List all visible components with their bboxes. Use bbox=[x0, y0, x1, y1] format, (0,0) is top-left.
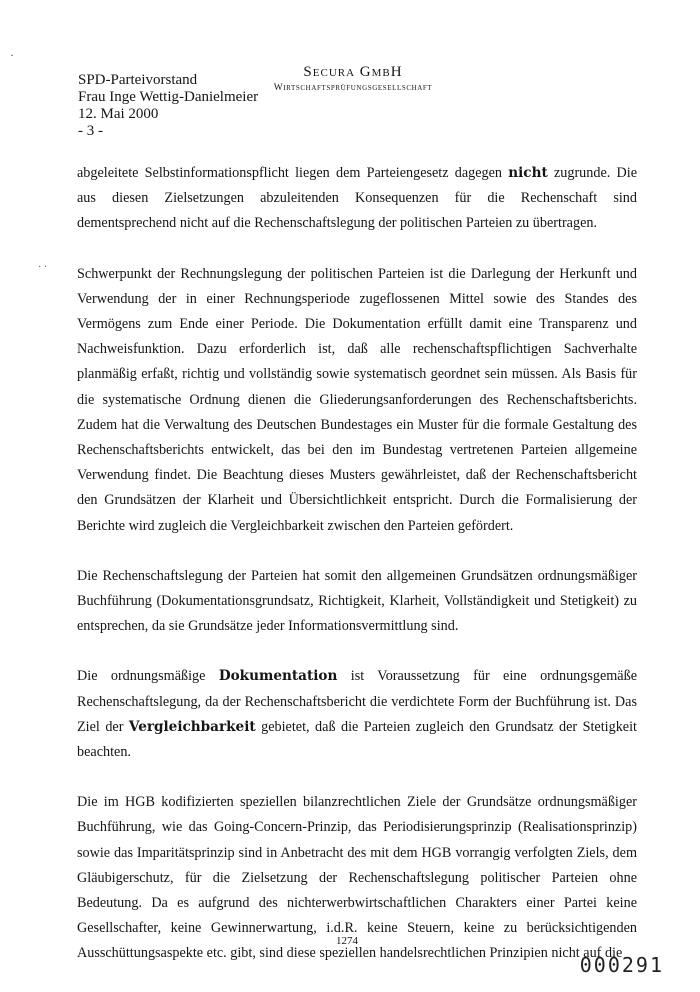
recipient-name: Frau Inge Wettig-Danielmeier bbox=[78, 89, 259, 105]
paragraph-1 bbox=[77, 161, 637, 237]
paragraph-4-emphasis-1: Dokumentation bbox=[218, 668, 338, 685]
paragraph-4-text-b: ist Voraussetzung für eine ordnungsgemäße Rechenschaftslegung, da der Rechenschaftsbericht die verdichtete Form der Buchführung ist. Das Ziel der bbox=[77, 668, 637, 735]
firm-subtitle: Wirtschaftsprüfungsgesellschaft bbox=[273, 83, 433, 93]
firm-name: Secura GmbH bbox=[303, 64, 403, 80]
paragraph-5: Die im HGB kodifizierten speziellen bilanzrechtlichen Ziele der Grundsätze ordnungsmäßiger Buchführung, wie das Going-Concern-Prinzip, das Periodisierungsprinzip (Realisationsprinzip) sowie das Imparitätsprinzip sind in Anbetracht des mit dem HGB vorrangig verfolgten Ziels, dem Gläubigerschutz, für die Zielsetzung der Rechenschaftslegung politischer Parteien ohne Bedeutung. Da es aufgrund des nichterwerbwirtschaftlichen Charakters einer Partei keine Gesellschafter, keine Gewinnerwartung, i.d.R. keine Steuern, keine zu berücksichtigenden Ausschüttungsaspekte etc. gibt, sind diese speziellen handelsrechtlichen Prinzipien nicht auf die bbox=[77, 794, 637, 962]
paragraph-4 bbox=[77, 664, 637, 765]
paragraph-4-text-a: Die ordnungsmäßige bbox=[77, 668, 219, 685]
page-label: - 3 - bbox=[78, 123, 103, 139]
paragraph-3: Die Rechenschaftslegung der Parteien hat somit den allgemeinen Grundsätzen ordnungsmäßiger Buchführung (Dokumentationsgrundsatz, Richtigkeit, Klarheit, Vollständigkeit und Stetigkeit) zu entsprechen, da sie Grundsätze jeder Informationsvermittlung sind. bbox=[77, 567, 637, 635]
letter-date: 12. Mai 2000 bbox=[78, 106, 159, 122]
paragraph-4-text-c: gebietet, daß die Parteien zugleich den Grundsatz der Stetigkeit beachten. bbox=[77, 718, 637, 761]
firm-letterhead bbox=[258, 64, 448, 93]
paragraph-2: Schwerpunkt der Rechnungslegung der politischen Parteien ist die Darlegung der Herkunft und Verwendung der in einer Rechnungsperiode zugeflossenen Mittel sowie des Standes des Vermögens zum Ende einer Periode. Die Dokumentation erfüllt damit eine Transparenz und Nachweisfunktion. Dazu erforderlich ist, daß alle rechenschaftspflichtigen Sachverhalte planmäßig erfaßt, richtig und vollständig sowie systematisch geordnet sein müssen. Als Basis für die systematische Ordnung dienen die Gliederungsanforderungen des Rechenschaftsberichts. Zudem hat die Verwaltung des Deutschen Bundestages ein Muster für die formale Gestaltung des Rechenschaftsberichts entwickelt, das bei den im Bundestag vertretenen Parteien allgemeine Verwendung findet. Die Beachtung dieses Musters gewährleistet, daß der Rechenschaftsbericht den Grundsätzen der Klarheit und Übersichtlichkeit entspricht. Durch die Formalisierung der Berichte wird zugleich die Vergleichbarkeit zwischen den Parteien gefördert. bbox=[77, 265, 637, 534]
paragraph-1-emphasis: nicht bbox=[508, 165, 548, 181]
recipient-org: SPD-Parteivorstand bbox=[78, 72, 198, 88]
document-stamp: 000291 bbox=[579, 953, 664, 977]
paragraph-1-text-a: abgeleitete Selbstinformationspflicht liegen dem Parteiengesetz dagegen bbox=[77, 165, 509, 181]
page-number: 1274 bbox=[336, 935, 358, 947]
margin-mark: · bbox=[10, 48, 14, 62]
paragraph-1-text-b: zugrunde. Die aus diesen Zielsetzungen abzuleitenden Konsequenzen für die Rechenschaft sind dementsprechend nicht auf die Rechenschaftslegung der politischen Parteien zu übertragen. bbox=[77, 165, 637, 232]
scan-artifact: · · bbox=[38, 262, 48, 273]
body-text bbox=[77, 161, 637, 992]
letter-header-recipient bbox=[78, 72, 258, 140]
paragraph-4-emphasis-2: Vergleichbarkeit bbox=[128, 718, 256, 735]
